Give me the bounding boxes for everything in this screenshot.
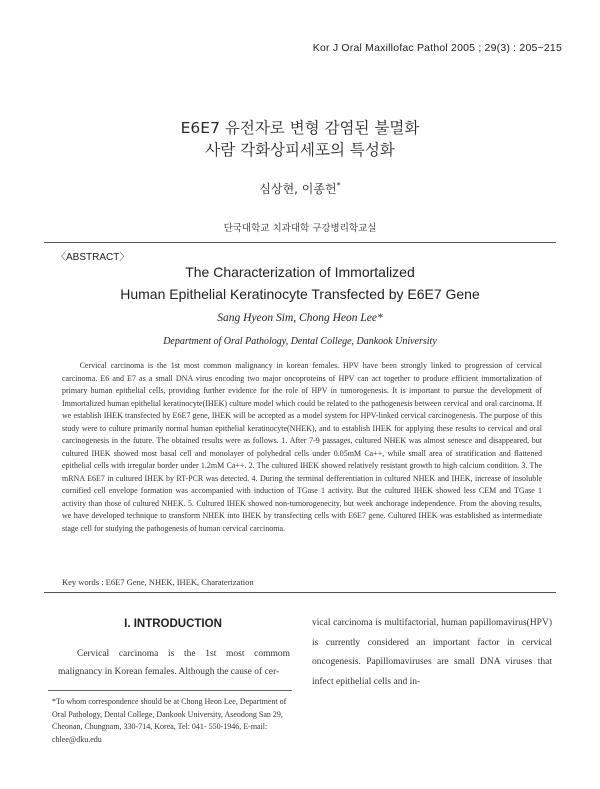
- section-heading-introduction: I. INTRODUCTION: [124, 618, 222, 630]
- english-authors: Sang Hyeon Sim, Chong Heon Lee*: [217, 312, 383, 324]
- abstract-label: 〈ABSTRACT〉: [56, 252, 130, 263]
- korean-authors: [0, 180, 600, 197]
- english-title-line-2: Human Epithelial Keratinocyte Transfected by E6E7 Gene: [120, 286, 480, 302]
- abstract-body: Cervical carcinoma is the 1st most common malignancy in korean females. HPV have been strongly linked to progression of cervical carcinoma. E6 and E7 as a small DNA virus encoding two major oncoproteins of HPV can act together to produce efficient immortalization of primary human epithelial cells, providing further evidence for the role of HPV in tumorogenesis. It is important to pursue the development of Immortalized human epithelial keratinocyte(IHEK) culture model which could be related to the pathogenesis between cervical and oral carcinoma. If we establish IHEK transfected by E6E7 gene, IHEK will be accepted as a model system for HPV-linked cervical carcinogenesis. The purpose of this study were to culture primarily normal human epithelial keratinocyte(NHEK), and to establish IHEK for applying these results to cervical and oral carcinogenesis in the future. The obtained results were as follows. 1. After 7-9 passages, cultured NHEK was almost senesce and disappeared, but cultured IHEK showed most basal cell and monolayer of polyhedral cells under 0.05mM Ca++, while small area of stratification and flattened epithelial cells with irregular border under 1.2mM Ca++. 2. The cultured IHEK showed relatively resistant growth to high calcium condition. 3. The mRNA E6E7 in cultured IHEK by RT-PCR was detected. 4. During the terminal defferentiation in cultured NHEK and IHEK, increase of insoluble cornified cell envelope formation was accompanied with induction of TGase 1 activity. But the cultured IHEK showed less CEM and TGase 1 activity than those of cultured NHEK. 5. Cultured IHEK showed non-tumorogenecity, but week anchorage independence. From the aboving results, we have developed technique to transform NHEK into IHEK by transfecting cells with E6E7 gene. Cultured IHEK was established as intermediate stage cell for studying the pathogenesis of human cervical carcinoma.: [62, 361, 542, 533]
- introduction-right-column: vical carcinoma is multifactorial, human papillomavirus(HPV) is currently considered an important factor in cervical oncogenesis. Papillomaviruses are small DNA viruses that infect epithelial cells and in-: [312, 618, 552, 687]
- english-affiliation: Department of Oral Pathology, Dental College, Dankook University: [163, 336, 437, 347]
- footnote-divider: [48, 690, 292, 691]
- top-divider: [44, 242, 556, 243]
- english-title-line-1: The Characterization of Immortalized: [185, 264, 415, 280]
- journal-running-head: Kor J Oral Maxillofac Pathol 2005 ; 29(3) : 205~215: [312, 42, 562, 54]
- introduction-left-column: Cervical carcinoma is the 1st most commom malignancy in Korean females. Although the cause of cer-: [58, 649, 290, 677]
- corresponding-author-mark: *: [336, 181, 341, 190]
- correspondence-footnote: *To whom correspondence should be at Chong Heon Lee, Department of Oral Pathology, Dental College, Dankook University, Aseodong San 29, Cheonan, Chungnam, 330-714, Korea, Tel: 041- 550-1946, E-mail: chlee@dku.edu: [52, 697, 287, 744]
- korean-title-line-2: 사람 각화상피세포의 특성화: [205, 141, 395, 159]
- korean-title-line-1: E6E7 유전자로 변형 감염된 불멸화: [180, 119, 420, 137]
- keywords: Key words : E6E7 Gene, NHEK, IHEK, Charaterization: [62, 577, 254, 587]
- korean-author-names: 심상현, 이종헌: [259, 182, 337, 196]
- korean-affiliation: 단국대학교 치과대학 구강병리학교실: [223, 223, 377, 234]
- abstract-end-divider: [44, 592, 556, 593]
